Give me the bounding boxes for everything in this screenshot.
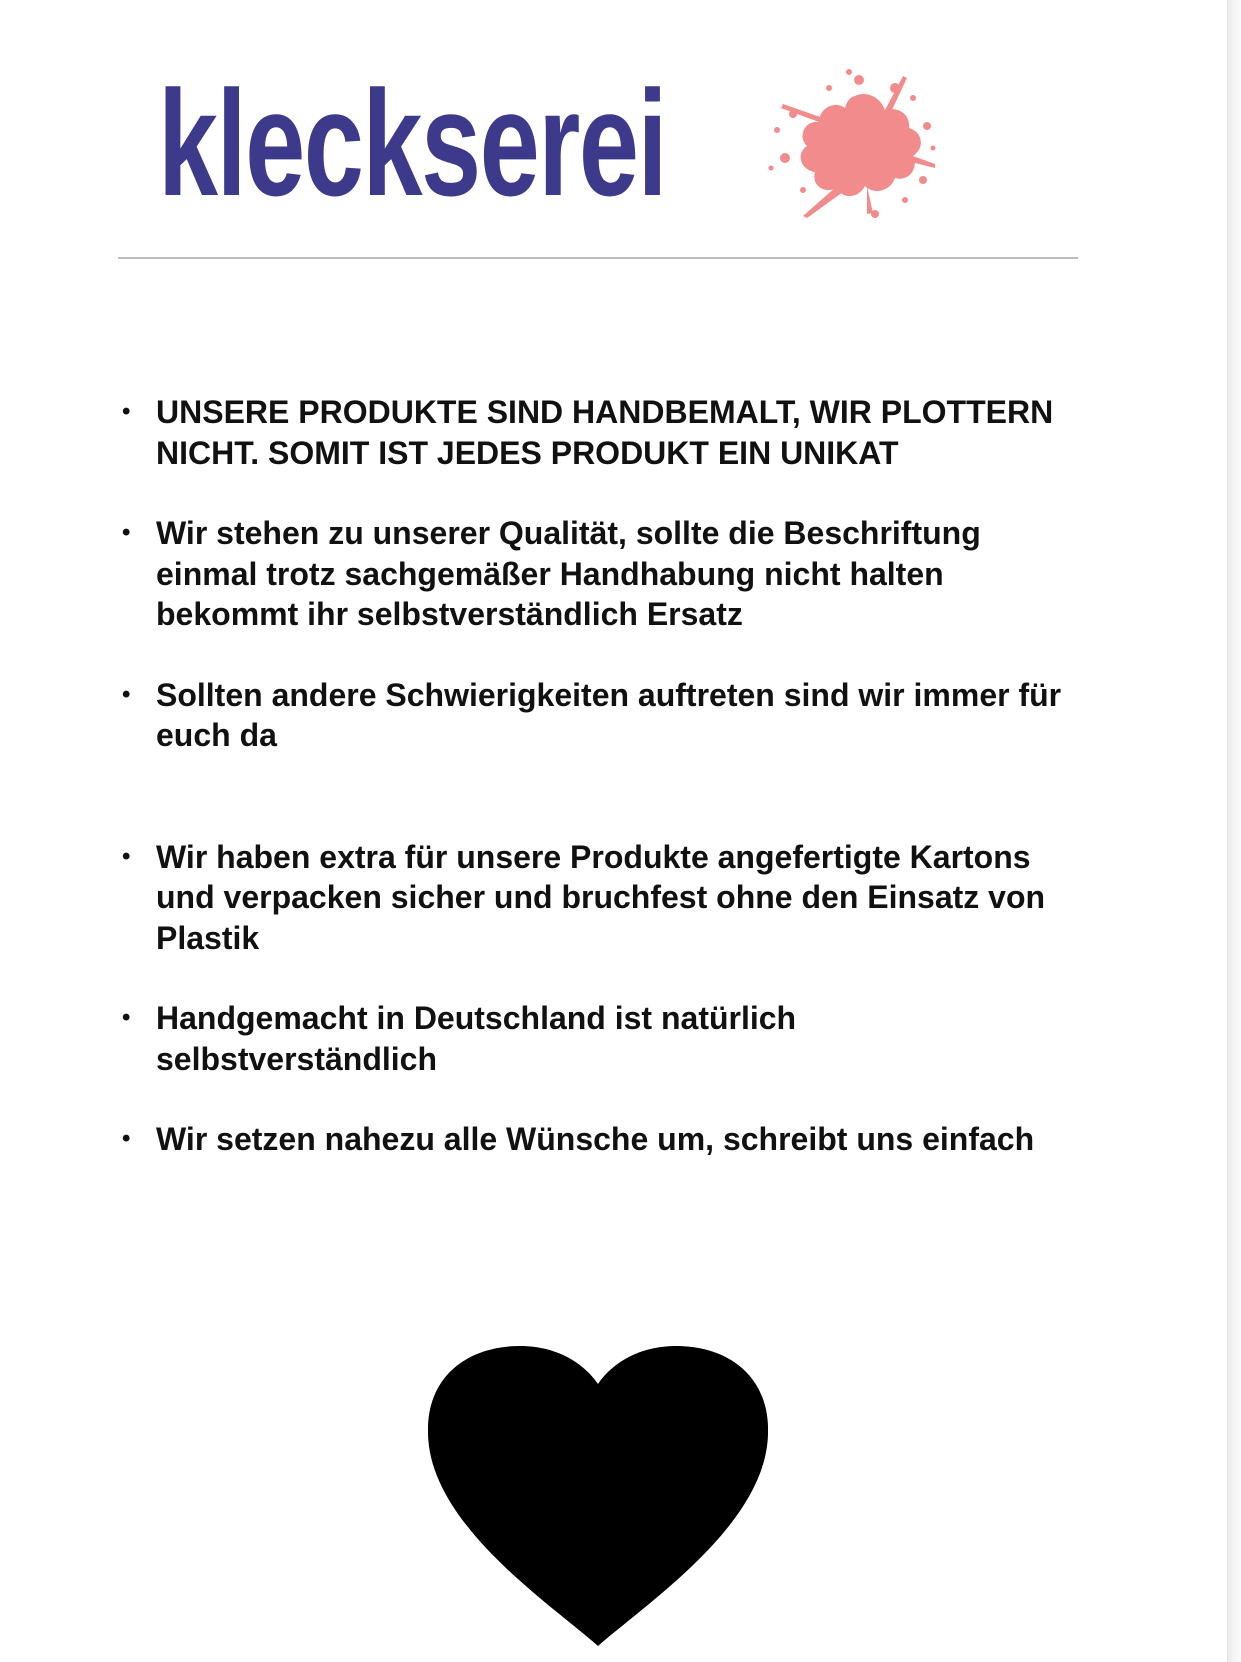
list-item	[118, 675, 1078, 756]
list-item-text: Wir stehen zu unserer Qualität, sollte die Beschriftung einmal trotz sachgemäßer Handhabung nicht halten bekommt ihr selbstverständlich Ersatz	[156, 515, 981, 632]
brand-logo	[158, 58, 1058, 228]
list-item-text: Handgemacht in Deutschland ist natürlich selbstverständlich	[156, 1000, 797, 1077]
list-item	[118, 513, 1078, 635]
list-item-text: Wir haben extra für unsere Produkte angefertigte Kartons und verpacken sicher und bruchfest ohne den Einsatz von Plastik	[156, 838, 1046, 956]
bullet-icon: •	[122, 842, 131, 870]
list-item	[118, 837, 1078, 959]
feature-list	[118, 392, 1078, 1160]
bullet-icon: •	[122, 680, 131, 708]
list-item-text: UNSERE PRODUKTE SIND HANDBEMALT, WIR PLOTTERN NICHT. SOMIT IST JEDES PRODUKT EIN UNIKAT	[156, 394, 1054, 471]
feature-list-section	[118, 392, 1078, 1160]
bullet-icon: •	[122, 398, 131, 425]
list-item	[118, 392, 1078, 473]
page-edge-shadow	[1227, 0, 1241, 1662]
brand-name: kleckserei	[158, 59, 667, 227]
paint-splash-icon	[763, 68, 938, 218]
bullet-icon: •	[122, 1125, 131, 1152]
list-item-text: Wir setzen nahezu alle Wünsche um, schreibt uns einfach	[156, 1121, 1035, 1157]
list-item	[118, 998, 1078, 1079]
bullet-icon: •	[122, 519, 131, 546]
header-divider	[118, 257, 1078, 259]
bullet-icon: •	[122, 1004, 131, 1031]
list-item-text: Sollten andere Schwierigkeiten auftreten sind wir immer für euch da	[156, 676, 1062, 753]
heart-icon	[428, 1346, 768, 1646]
list-item	[118, 1119, 1078, 1160]
